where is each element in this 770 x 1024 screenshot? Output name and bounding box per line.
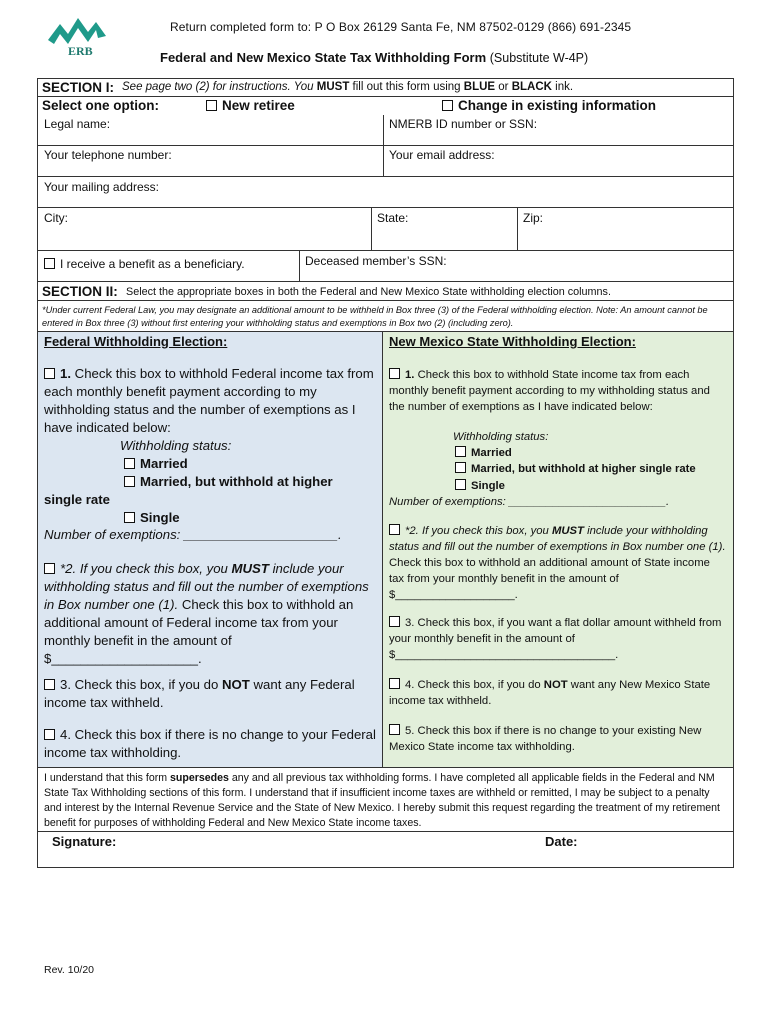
telephone-row [38,146,733,177]
federal-2-checkbox[interactable] [44,563,55,574]
nm-5-checkbox[interactable] [389,724,400,735]
nm-withholding-status: Withholding status: [453,431,549,443]
change-info-checkbox[interactable] [442,100,453,111]
legal-name-row [38,115,733,146]
federal-note: *Under current Federal Law, you may designate an additional amount to be withheld in Box three (3) of the Federal withholding election. Note: An amount cannot be entered in Box three (3) without first entering your withholding status and exemptions in Box two (2) (including zero). [42,305,708,328]
section2-label: SECTION II: [42,284,118,299]
nm-item-1: 1. Check this box to withhold State income tax from each monthly benefit payment according to my withholding status and the number of exemptions as I have indicated below: [389,369,710,413]
federal-3-checkbox[interactable] [44,679,55,690]
city-row [38,208,733,251]
form-subtitle: (Substitute W-4P) [489,51,589,65]
return-address: Return completed form to: P O Box 26129 Santa Fe, NM 87502-0129 (866) 691-2345 [170,20,632,34]
mailing-label[interactable]: Your mailing address: [44,180,159,194]
federal-single-option[interactable]: Single [124,509,180,527]
form-frame [37,78,734,868]
section2-instruction: Select the appropriate boxes in both the Federal and New Mexico State withholding election columns. [126,286,611,298]
section1-header [38,79,733,97]
nm-election-panel [383,332,733,767]
nm-exemptions[interactable]: Number of exemptions: _________________________. [389,496,670,508]
federal-note-row [38,301,733,332]
mailing-row [38,177,733,208]
nm-single-option[interactable]: Single [455,478,505,494]
nm-married-checkbox[interactable] [455,446,466,457]
new-retiree-option[interactable]: New retiree [206,98,295,113]
select-option-label: Select one option: [42,98,160,113]
revision-label: Rev. 10/20 [44,964,95,976]
state-label[interactable]: State: [377,211,409,225]
nm-item-2: *2. If you check this box, you MUST include your withholding status and fill out the number of exemptions in Box number one (1). Check this box to withhold an additional amount of State income tax from your monthly benefit in the amount of $___________________. [389,525,726,601]
federal-heading: Federal Withholding Election: [44,334,228,349]
federal-item-3: 3. Check this box, if you do NOT want any Federal income tax withheld. [44,677,355,710]
telephone-label[interactable]: Your telephone number: [44,148,172,162]
nm-item-4: 4. Check this box, if you do NOT want any New Mexico State income tax withheld. [389,679,711,707]
beneficiary-row [38,251,733,282]
nm-2-checkbox[interactable] [389,524,400,535]
new-retiree-checkbox[interactable] [206,100,217,111]
nm-married-option[interactable]: Married [455,445,512,461]
legal-name-label[interactable]: Legal name: [44,117,111,131]
certification-statement: I understand that this form supersedes any and all previous tax withholding forms. I have completed all applicable fields in the Federal and NM State Tax Withholding sections of this form. I understand that if insufficient income taxes are withheld or remitted, I may be subject to a penalty and interest by the Internal Revenue Service and the State of New Mexico. I hereby submit this request regarding the treatment of my retirement benefit for purposes of withholding Federal and New Mexico State income taxes. [44,772,720,829]
change-info-option[interactable]: Change in existing information [442,98,656,113]
federal-married-higher-checkbox[interactable] [124,476,135,487]
federal-withholding-status: Withholding status: [120,438,232,453]
section1-instructions: See page two (2) for instructions. You MUST fill out this form using BLUE or BLACK ink. [122,81,574,93]
federal-item-4: 4. Check this box if there is no change to your Federal income tax withholding. [44,727,376,760]
beneficiary-checkbox[interactable] [44,258,55,269]
nm-married-higher-checkbox[interactable] [455,462,466,473]
nm-item-3: 3. Check this box, if you want a flat dollar amount withheld from your monthly benefit in the amount of $___________________________________. [389,617,722,661]
deceased-ssn-label[interactable]: Deceased member’s SSN: [305,254,447,268]
nmerb-id-label[interactable]: NMERB ID number or SSN: [389,117,538,131]
federal-single-rate-text: single rate [44,492,110,507]
city-label[interactable]: City: [44,211,68,225]
nm-3-checkbox[interactable] [389,616,400,627]
nm-1-checkbox[interactable] [389,368,400,379]
date-label[interactable]: Date: [545,834,578,849]
zip-label[interactable]: Zip: [523,211,544,225]
form-title-text: Federal and New Mexico State Tax Withholding Form [160,50,487,65]
form-title [160,50,588,65]
nm-heading: New Mexico State Withholding Election: [389,334,636,349]
select-option-row [38,97,733,115]
federal-married-checkbox[interactable] [124,458,135,469]
federal-4-checkbox[interactable] [44,729,55,740]
federal-item-1: 1. Check this box to withhold Federal income tax from each monthly benefit payment according to my withholding status and the number of exemptions as I have indicated below: [44,366,374,435]
logo-text: ERB [68,44,93,58]
nm-married-higher-option[interactable]: Married, but withhold at higher single rate [455,461,696,477]
federal-election-panel [38,332,383,767]
section2-header [38,282,733,301]
beneficiary-option[interactable]: I receive a benefit as a beneficiary. [44,257,245,271]
nm-item-5: 5. Check this box if there is no change to your existing New Mexico State income tax withholding. [389,725,702,753]
federal-item-2: *2. If you check this box, you MUST include your withholding status and fill out the number of exemptions in Box number one (1). Check this box to withhold an additional amount of Federal income tax from your monthly benefit in the amount of $____________________. [44,561,369,666]
federal-1-checkbox[interactable] [44,368,55,379]
signature-label[interactable]: Signature: [52,834,117,849]
federal-married-option[interactable]: Married [124,455,188,473]
section1-label: SECTION I: [42,80,115,95]
email-label[interactable]: Your email address: [389,148,495,162]
erb-logo [46,12,108,60]
nm-4-checkbox[interactable] [389,678,400,689]
federal-married-higher-option[interactable]: Married, but withhold at higher [124,473,333,491]
nm-single-checkbox[interactable] [455,479,466,490]
federal-single-checkbox[interactable] [124,512,135,523]
federal-exemptions[interactable]: Number of exemptions: _____________________. [44,527,342,542]
